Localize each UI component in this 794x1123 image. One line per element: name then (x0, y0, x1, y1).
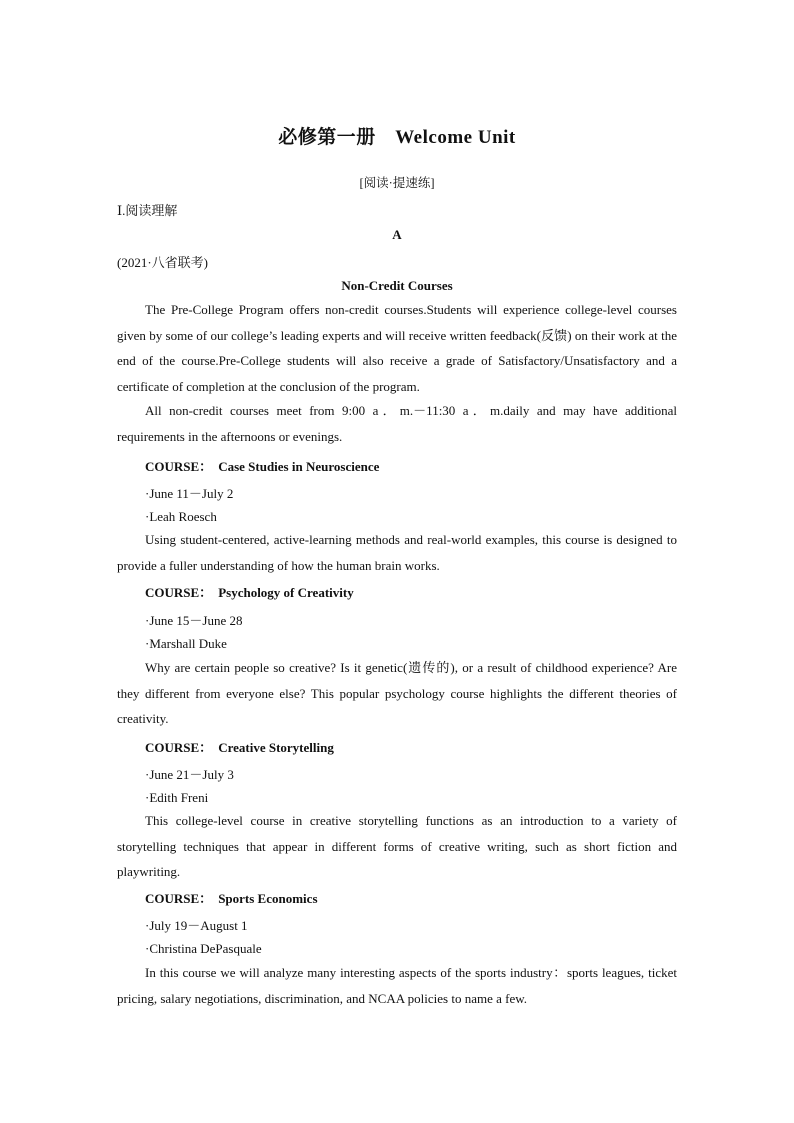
course-label: COURSE： (145, 891, 213, 906)
course-label: COURSE： (145, 585, 213, 600)
course-description: Why are certain people so creative? Is it genetic(遗传的), or a result of childhood experience? Are they different from everyone else? This popular psychology course highlights the different theories of creativity. (117, 660, 677, 726)
page-title: 必修第一册 Welcome Unit (278, 127, 516, 148)
course-dates: ·July 19－August 1 (145, 918, 248, 933)
course-heading (145, 888, 318, 907)
passage-source: (2021·八省联考) (117, 255, 208, 270)
exercise-subtitle: [阅读·提速练] (359, 176, 435, 190)
course-name: Creative Storytelling (218, 740, 334, 755)
course-heading (145, 737, 334, 756)
course-name: Sports Economics (218, 891, 318, 906)
course-instructor: ·Christina DePasquale (145, 941, 262, 956)
course-name: Psychology of Creativity (218, 585, 354, 600)
course-description: Using student-centered, active-learning methods and real-world examples, this course is designed to provide a fuller understanding of how the human brain works. (117, 532, 677, 573)
course-dates: ·June 21－July 3 (145, 767, 234, 782)
course-heading (145, 582, 354, 601)
course-heading (145, 456, 379, 475)
course-label: COURSE： (145, 740, 213, 755)
course-name: Case Studies in Neuroscience (218, 459, 380, 474)
passage-title: Non-Credit Courses (341, 278, 453, 293)
course-label: COURSE： (145, 459, 213, 474)
intro-paragraph-1: The Pre-College Program offers non-credit courses.Students will experience college-level courses given by some of our college’s leading experts and will receive written feedback(反馈) on their work at the end of the course.Pre-College students will also receive a grade of Satisfactory/Unsatisfactory and a certificate of completion at the conclusion of the program. (117, 302, 677, 394)
course-description: This college-level course in creative storytelling functions as an introduction to a variety of storytelling techniques that appear in different forms of creative writing, such as short fiction and playwriting. (117, 813, 677, 879)
course-dates: ·June 15－June 28 (145, 613, 243, 628)
course-description: In this course we will analyze many interesting aspects of the sports industry：sports leagues, ticket pricing, salary negotiations, discrimination, and NCAA policies to name a few. (117, 965, 677, 1006)
intro-paragraph-2: All non-credit courses meet from 9:00 a．m.－11:30 a．m.daily and may have additional requirements in the afternoons or evenings. (117, 403, 677, 444)
course-dates: ·June 11－July 2 (145, 486, 234, 501)
section-heading: Ⅰ.阅读理解 (117, 203, 178, 218)
passage-letter: A (392, 227, 402, 242)
course-instructor: ·Leah Roesch (145, 509, 217, 524)
course-instructor: ·Marshall Duke (145, 636, 227, 651)
course-instructor: ·Edith Freni (145, 790, 209, 805)
